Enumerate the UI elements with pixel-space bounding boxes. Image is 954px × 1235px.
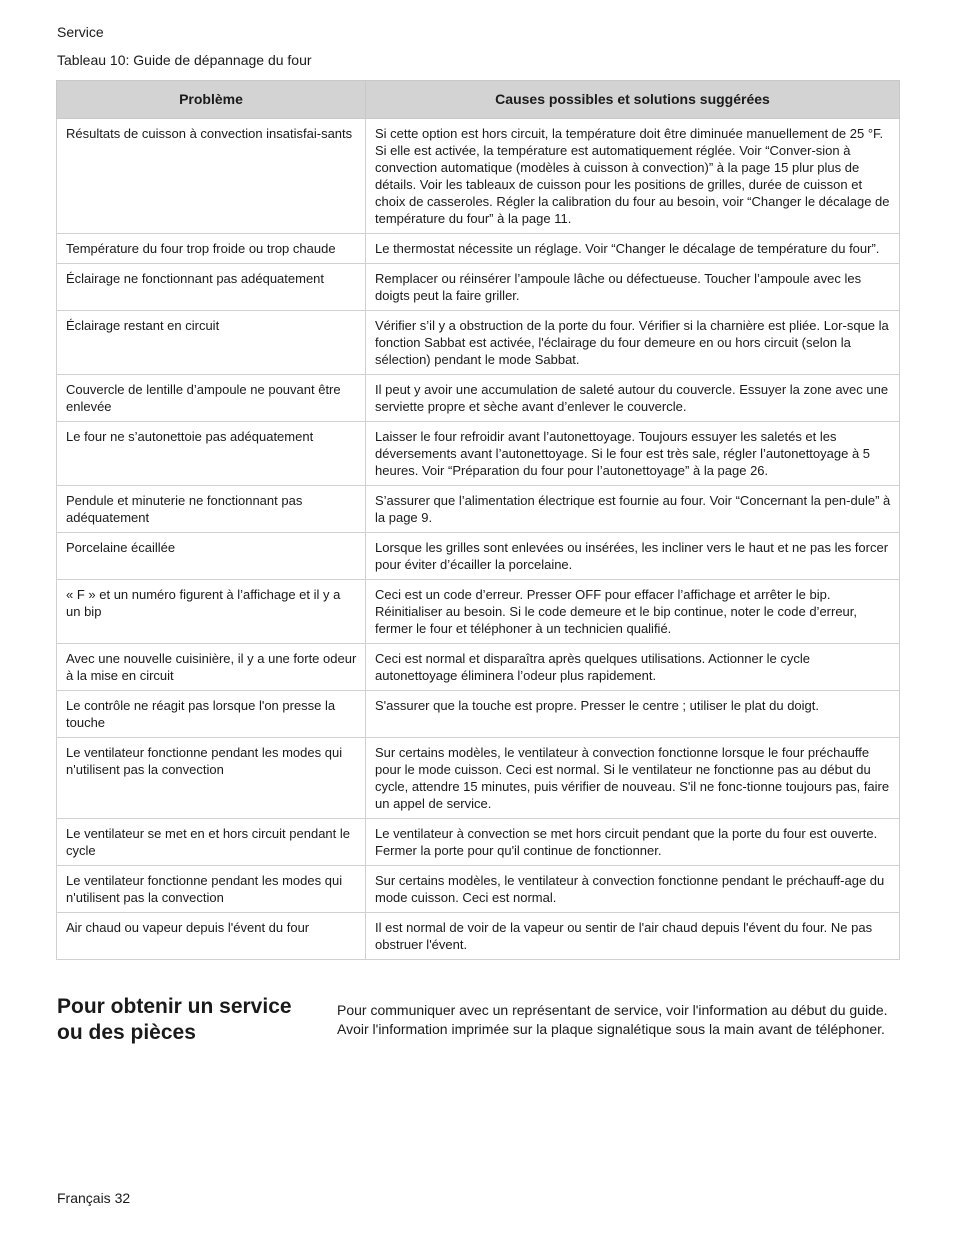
table-row — [57, 644, 900, 691]
problem-cell: Le four ne s’autonettoie pas adéquatement — [57, 422, 366, 486]
problem-cell: Pendule et minuterie ne fonctionnant pas adéquatement — [57, 486, 366, 533]
solution-cell: Sur certains modèles, le ventilateur à convection fonctionne lorsque le four préchauffe pour le mode cuisson. Ceci est normal. Si le ventilateur ne fonctionne pas au début du cycle, attendre 15 minutes, puis vérifier de nouveau. S'il ne fonc-tionne toujours pas, faire un appel de service. — [366, 738, 900, 819]
solution-cell: Ceci est normal et disparaîtra après quelques utilisations. Actionner le cycle autonettoyage éliminera l’odeur plus rapidement. — [366, 644, 900, 691]
solution-cell: Vérifier s’il y a obstruction de la porte du four. Vérifier si la charnière est pliée. Lor-sque la fonction Sabbat est activée, l'éclairage du four demeure en ou hors circuit (selon la sélection) pendant le mode Sabbat. — [366, 311, 900, 375]
service-heading: Pour obtenir un service ou des pièces — [57, 995, 292, 1044]
table-row — [57, 866, 900, 913]
solution-cell: Il est normal de voir de la vapeur ou sentir de l'air chaud depuis l'évent du four. Ne pas obstruer l'évent. — [366, 913, 900, 960]
solution-cell: Le thermostat nécessite un réglage. Voir “Changer le décalage de température du four”. — [366, 234, 900, 264]
column-header-problem: Problème — [57, 81, 366, 119]
service-text: Pour communiquer avec un représentant de service, voir l'information au début du guide. Avoir l'information imprimée sur la plaque signalétique sous la main avant de téléphoner. — [337, 1002, 888, 1037]
table-row — [57, 580, 900, 644]
table-header-row — [57, 81, 900, 119]
problem-cell: Éclairage ne fonctionnant pas adéquatement — [57, 264, 366, 311]
table-row — [57, 691, 900, 738]
solution-cell: Si cette option est hors circuit, la température doit être diminuée manuellement de 25 °F. Si elle est activée, la température est automatiquement réglée. Voir “Conver-sion à convection automatique (modèles à cuisson à convection)” à la page 15 plur plus de détails. Voir les tableaux de cuisson pour les positions de grilles, durée de cuisson et choix de casseroles. Régler la calibration du four au besoin, voir “Changer le décalage de température du four” à la page 11. — [366, 119, 900, 234]
table-row — [57, 264, 900, 311]
problem-cell: Couvercle de lentille d’ampoule ne pouvant être enlevée — [57, 375, 366, 422]
table-row — [57, 819, 900, 866]
solution-cell: Laisser le four refroidir avant l’autonettoyage. Toujours essuyer les saletés et les déversements avant l’autonettoyage. Si le four est très sale, régler l’autonettoyage à 5 heures. Voir “Préparation du four pour l’autonettoyage” à la page 26. — [366, 422, 900, 486]
problem-cell: Le ventilateur fonctionne pendant les modes qui n'utilisent pas la convection — [57, 738, 366, 819]
table-caption: Tableau 10: Guide de dépannage du four — [57, 52, 312, 68]
problem-cell: Le ventilateur fonctionne pendant les modes qui n'utilisent pas la convection — [57, 866, 366, 913]
problem-cell: Porcelaine écaillée — [57, 533, 366, 580]
solution-cell: Ceci est un code d’erreur. Presser OFF pour effacer l’affichage et arrêter le bip. Réinitialiser au besoin. Si le code demeure et le bip continue, noter le code d’erreur, fermer le four et téléphoner à un technicien qualifié. — [366, 580, 900, 644]
table-row — [57, 311, 900, 375]
table-row — [57, 422, 900, 486]
problem-cell: Température du four trop froide ou trop chaude — [57, 234, 366, 264]
solution-cell: Le ventilateur à convection se met hors circuit pendant que la porte du four est ouverte. Fermer la porte pour qu'il continue de fonctionner. — [366, 819, 900, 866]
problem-cell: Avec une nouvelle cuisinière, il y a une forte odeur à la mise en circuit — [57, 644, 366, 691]
problem-cell: Le ventilateur se met en et hors circuit pendant le cycle — [57, 819, 366, 866]
problem-cell: Le contrôle ne réagit pas lorsque l'on presse la touche — [57, 691, 366, 738]
problem-cell: Résultats de cuisson à convection insatisfai-sants — [57, 119, 366, 234]
table-row — [57, 119, 900, 234]
solution-cell: S’assurer que l’alimentation électrique est fournie au four. Voir “Concernant la pen-dule” à la page 9. — [366, 486, 900, 533]
solution-cell: Lorsque les grilles sont enlevées ou insérées, les incliner vers le haut et ne pas les forcer pour éviter d’écailler la porcelaine. — [366, 533, 900, 580]
problem-cell: « F » et un numéro figurent à l’affichage et il y a un bip — [57, 580, 366, 644]
column-header-solutions: Causes possibles et solutions suggérées — [366, 81, 900, 119]
problem-cell: Air chaud ou vapeur depuis l'évent du four — [57, 913, 366, 960]
page-footer: Français 32 — [57, 1190, 131, 1206]
table-row — [57, 486, 900, 533]
table-row — [57, 913, 900, 960]
solution-cell: S'assurer que la touche est propre. Presser le centre ; utiliser le plat du doigt. — [366, 691, 900, 738]
section-label: Service — [57, 24, 104, 40]
solution-cell: Remplacer ou réinsérer l’ampoule lâche ou défectueuse. Toucher l’ampoule avec les doigts peut la faire griller. — [366, 264, 900, 311]
problem-cell: Éclairage restant en circuit — [57, 311, 366, 375]
table-row — [57, 375, 900, 422]
troubleshooting-table — [56, 80, 900, 960]
solution-cell: Sur certains modèles, le ventilateur à convection fonctionne pendant le préchauff-age du mode cuisson. Ceci est normal. — [366, 866, 900, 913]
table-row — [57, 533, 900, 580]
solution-cell: Il peut y avoir une accumulation de saleté autour du couvercle. Essuyer la zone avec une serviette propre et sèche avant d’enlever le couvercle. — [366, 375, 900, 422]
table-row — [57, 234, 900, 264]
table-row — [57, 738, 900, 819]
